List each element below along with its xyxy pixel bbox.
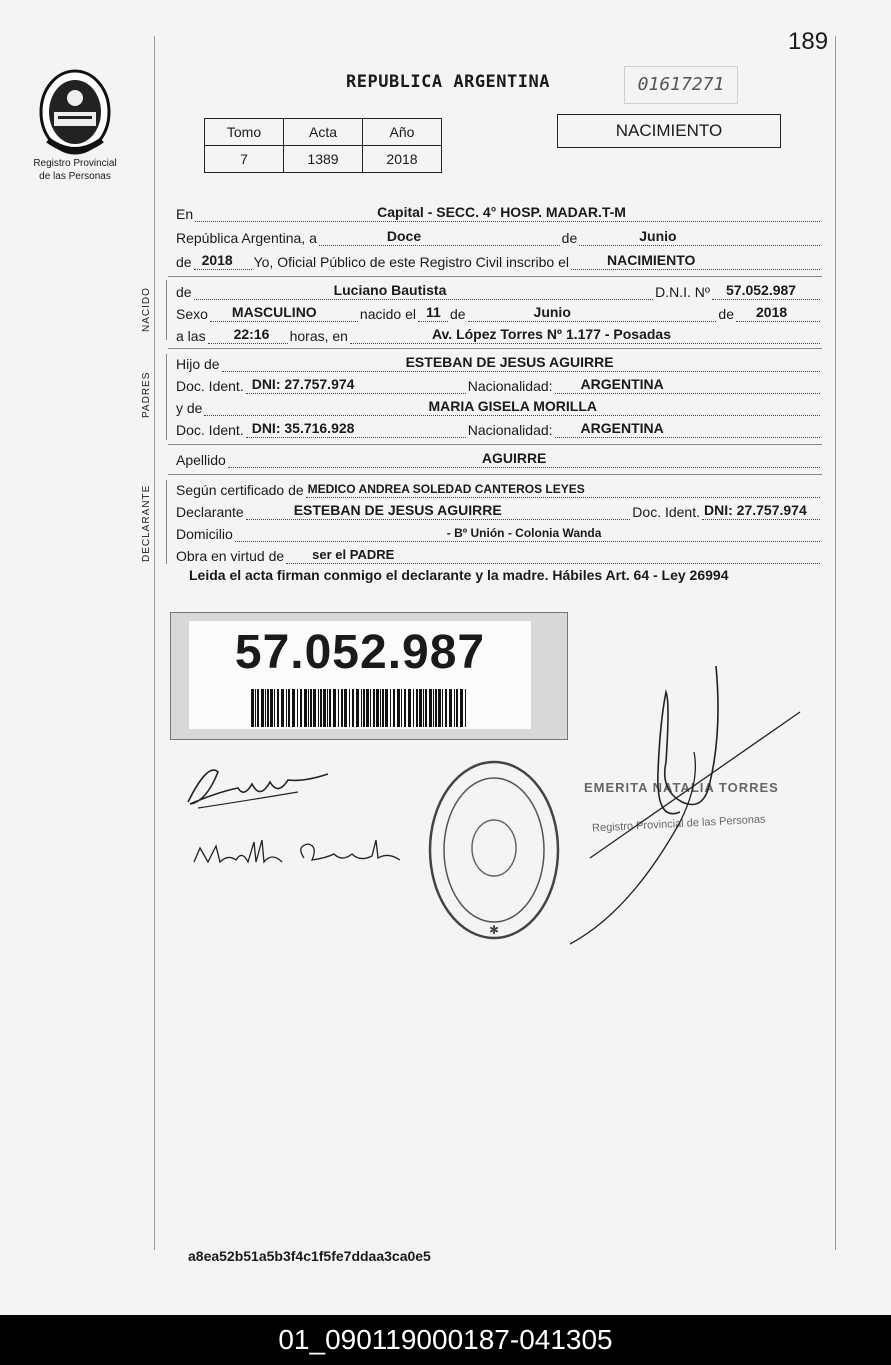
apellido-value: AGUIRRE xyxy=(481,450,547,466)
row-republica: República Argentina, a Doce de Junio xyxy=(176,226,822,246)
row-en: En Capital - SECC. 4° HOSP. MADAR.T-M xyxy=(176,202,822,222)
domicilio-value: - Bº Unión - Colonia Wanda xyxy=(446,526,602,540)
logo-caption-2: de las Personas xyxy=(39,171,111,182)
anio-act-value: 2018 xyxy=(201,252,233,268)
row-madre-doc: Doc. Ident. DNI: 35.716.928 Nacionalidad: ARGENTINA xyxy=(176,418,822,438)
section-padres-label: PADRES xyxy=(141,371,152,418)
margin-rule-left xyxy=(154,36,155,1250)
row-nombre: de Luciano Bautista D.N.I. Nº 57.052.987 xyxy=(176,280,822,300)
padre-doc-value: DNI: 27.757.974 xyxy=(251,376,355,392)
col-tomo: Tomo xyxy=(205,119,284,146)
official-stamp-office: Registro Provincial de las Personas xyxy=(591,813,766,835)
inscribo-value: NACIMIENTO xyxy=(606,252,696,268)
padre-nac-value: ARGENTINA xyxy=(580,376,664,392)
madre-doc-value: DNI: 35.716.928 xyxy=(251,420,355,436)
row-apellido: Apellido AGUIRRE xyxy=(176,448,822,468)
col-anio: Año xyxy=(363,119,442,146)
section-nacido-label: NACIDO xyxy=(141,287,152,332)
official-stamp-name: EMERITA NATALIA TORRES xyxy=(584,780,779,795)
misiones-emblem-icon xyxy=(38,68,112,156)
anio-nac-value: 2018 xyxy=(756,304,788,320)
padre-value: ESTEBAN DE JESUS AGUIRRE xyxy=(405,354,614,370)
row-obra: Obra en virtud de ser el PADRE xyxy=(176,544,822,564)
dia-nac-value: 11 xyxy=(425,304,441,320)
official-signature-icon xyxy=(570,662,810,952)
footer-code: 01_090119000187-041305 xyxy=(0,1315,891,1365)
nombre-value: Luciano Bautista xyxy=(333,282,447,298)
declarante-value: ESTEBAN DE JESUS AGUIRRE xyxy=(293,502,502,518)
sexo-value: MASCULINO xyxy=(231,304,317,320)
declarante-signature-icon xyxy=(178,752,338,818)
lugar-value: Av. López Torres Nº 1.177 - Posadas xyxy=(431,326,671,342)
record-table xyxy=(204,118,442,173)
logo-caption-1: Registro Provincial xyxy=(33,158,117,169)
mes-value: Junio xyxy=(639,228,677,244)
closing-statement: Leida el acta firman conmigo el declarante y la madre. Hábiles Art. 64 - Ley 26994 xyxy=(189,567,729,583)
page-number: 189 xyxy=(788,28,829,55)
registry-logo xyxy=(28,68,122,182)
row-segun: Según certificado de MEDICO ANDREA SOLEDAD CANTEROS LEYES xyxy=(176,478,822,498)
madre-value: MARIA GISELA MORILLA xyxy=(428,398,597,414)
dni-value: 57.052.987 xyxy=(726,282,797,298)
dni-label-sticker xyxy=(170,612,568,740)
anio-value: 2018 xyxy=(363,146,442,173)
tomo-value: 7 xyxy=(205,146,284,173)
madre-signature-icon xyxy=(186,828,426,878)
row-inscribo: de 2018 Yo, Oficial Público de este Registro Civil inscribo el NACIMIENTO xyxy=(176,250,822,270)
row-madre: y de MARIA GISELA MORILLA xyxy=(176,396,822,416)
mes-nac-value: Junio xyxy=(533,304,571,320)
barcode-icon xyxy=(251,689,469,727)
en-value: Capital - SECC. 4° HOSP. MADAR.T-M xyxy=(377,204,626,220)
acta-value: 1389 xyxy=(284,146,363,173)
col-acta: Acta xyxy=(284,119,363,146)
madre-nac-value: ARGENTINA xyxy=(580,420,664,436)
dni-sticker-number: 57.052.987 xyxy=(234,626,486,679)
page-title: REPUBLICA ARGENTINA xyxy=(346,72,550,92)
section-declarante-label: DECLARANTE xyxy=(141,484,152,562)
row-hora: a las 22:16 horas, en Av. López Torres Nº 1.177 - Posadas xyxy=(176,324,822,344)
row-declarante: Declarante ESTEBAN DE JESUS AGUIRRE Doc. Ident. DNI: 27.757.974 xyxy=(176,500,822,520)
hora-value: 22:16 xyxy=(233,326,270,342)
serial-number: 01617271 xyxy=(624,66,738,104)
declarante-doc-value: DNI: 27.757.974 xyxy=(704,502,807,518)
obra-value: ser el PADRE xyxy=(312,547,395,562)
document-type-box: NACIMIENTO xyxy=(557,114,781,148)
dia-value: Doce xyxy=(386,228,422,244)
row-padre-doc: Doc. Ident. DNI: 27.757.974 Nacionalidad: ARGENTINA xyxy=(176,374,822,394)
document-hash: a8ea52b51a5b3f4c1f5fe7ddaa3ca0e5 xyxy=(188,1248,431,1264)
segun-value: MEDICO ANDREA SOLEDAD CANTEROS LEYES xyxy=(307,482,585,496)
row-padre: Hijo de ESTEBAN DE JESUS AGUIRRE xyxy=(176,352,822,372)
svg-text:✱: ✱ xyxy=(488,923,500,937)
row-domicilio: Domicilio - Bº Unión - Colonia Wanda xyxy=(176,522,822,542)
row-sexo: Sexo MASCULINO nacido el 11 de Junio de 2018 xyxy=(176,302,822,322)
registry-round-stamp-icon xyxy=(424,756,564,944)
margin-rule-right xyxy=(835,36,836,1250)
